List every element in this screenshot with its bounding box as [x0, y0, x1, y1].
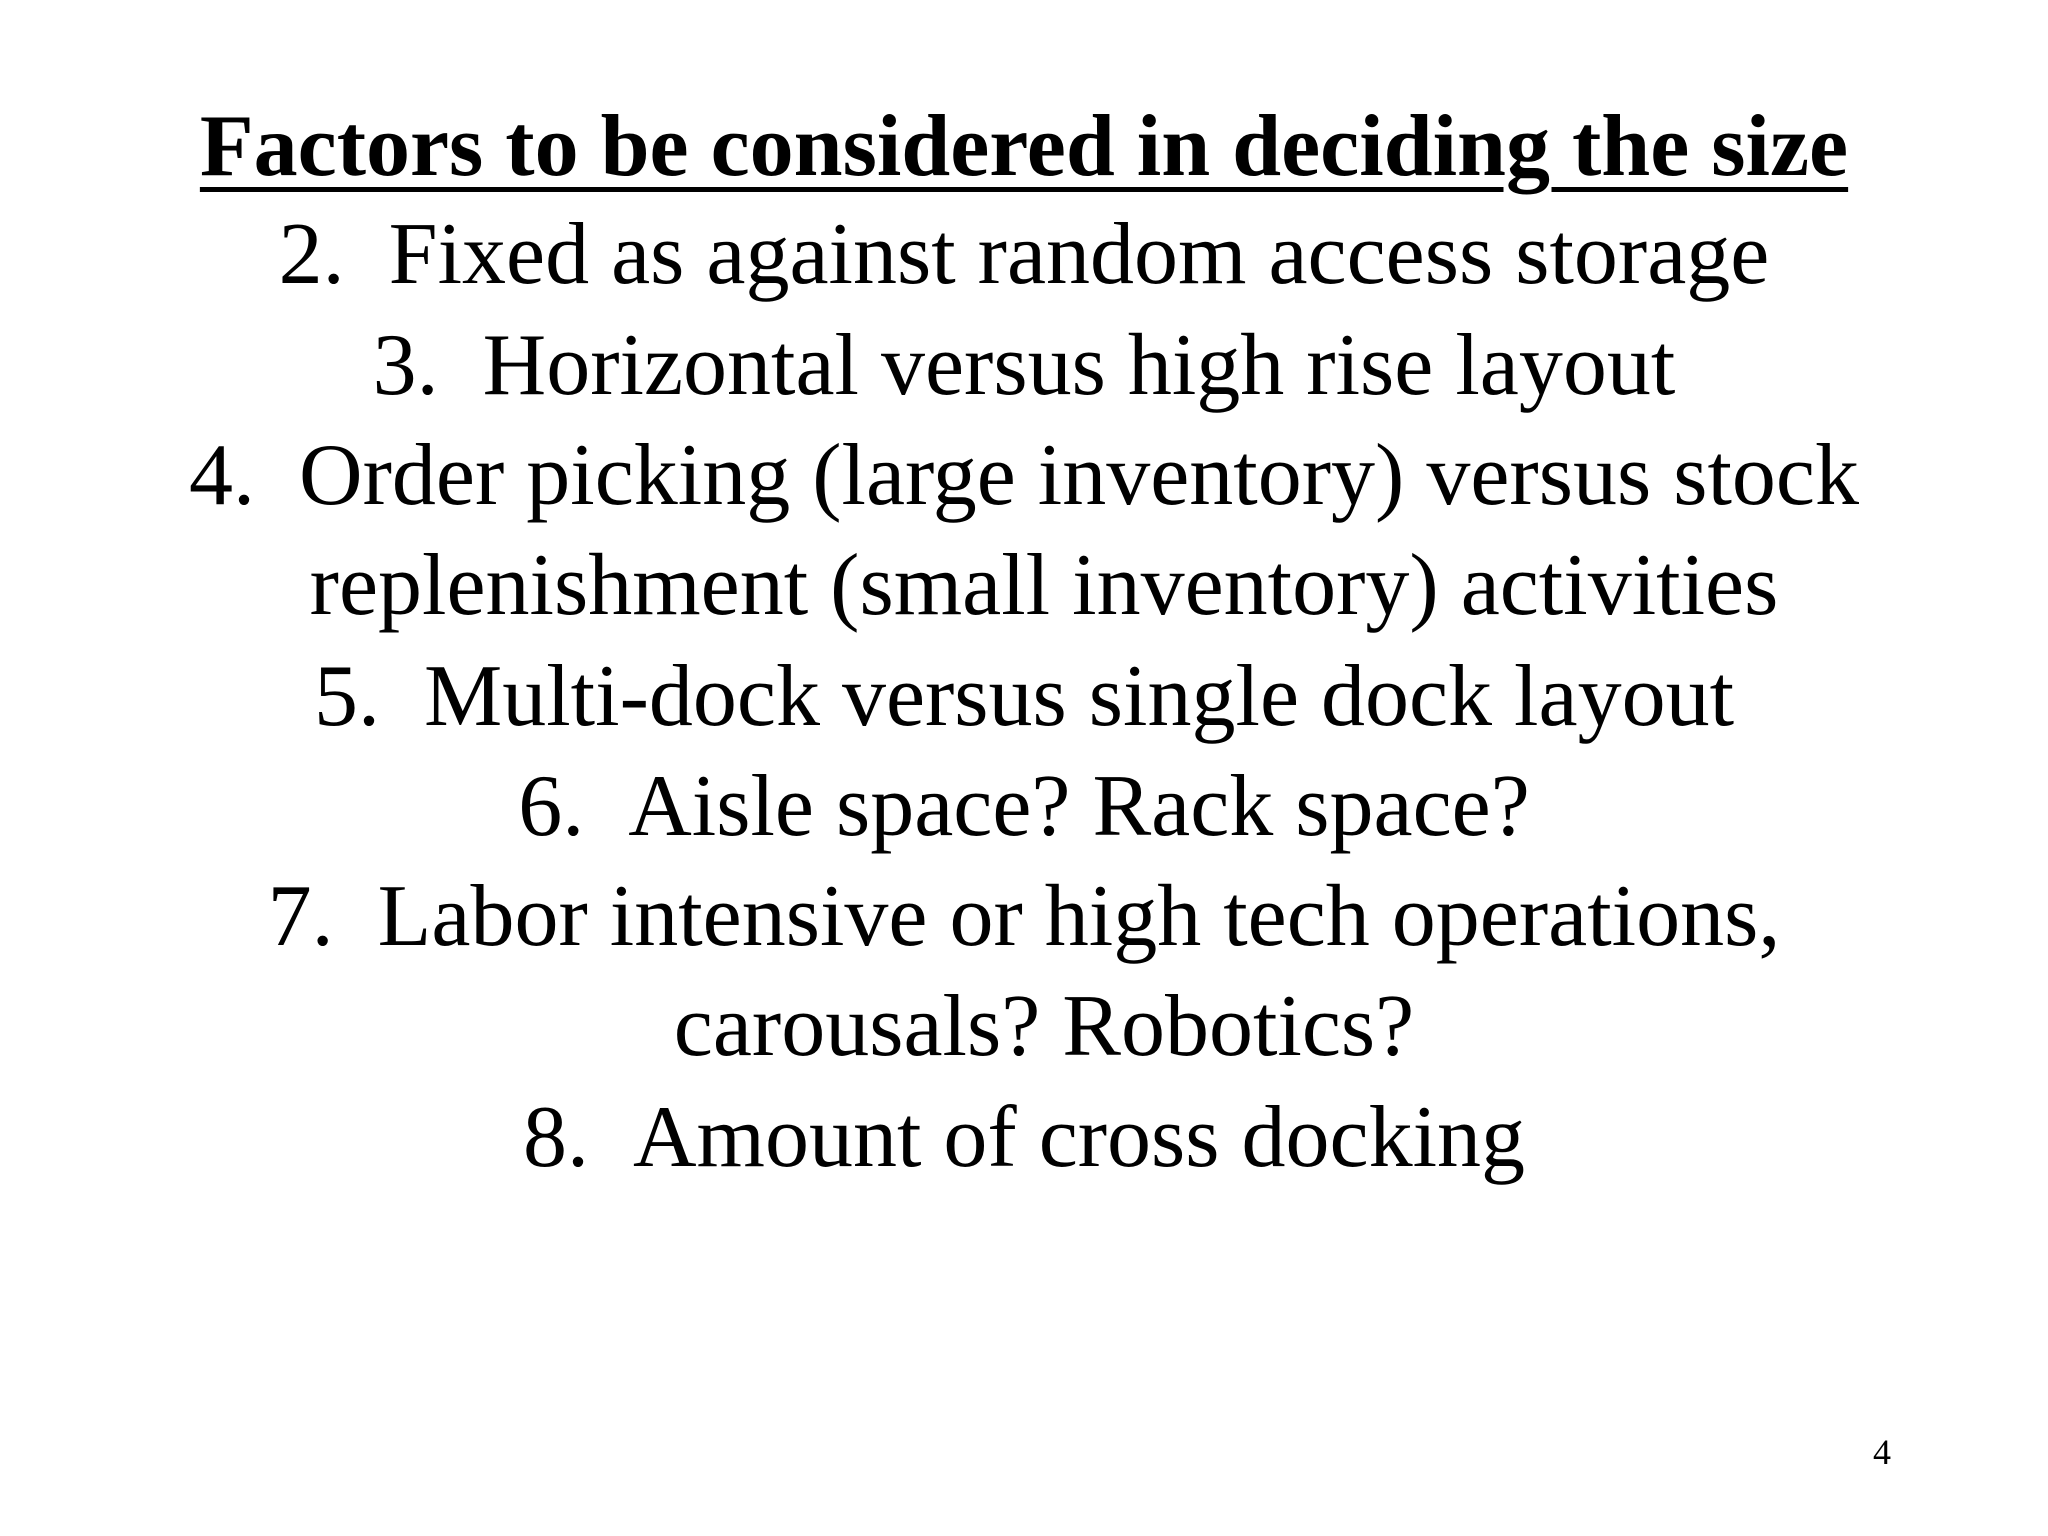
list-item-2 — [0, 200, 2048, 310]
list-item-text: Aisle space? Rack space? — [628, 758, 1530, 855]
list-item-text: Amount of cross docking — [632, 1089, 1526, 1186]
list-item-text: Horizontal versus high rise layout — [482, 317, 1676, 414]
list-item-4-continuation: replenishment (small inventory) activities — [309, 537, 1779, 634]
page-number: 4 — [1873, 1432, 1891, 1472]
list-item-number: 8. — [522, 1089, 589, 1186]
list-item-number: 3. — [372, 317, 439, 414]
list-item-number: 5. — [313, 648, 380, 745]
list-item-7-continuation: carousals? Robotics? — [673, 978, 1415, 1075]
list-item-number: 7. — [267, 868, 334, 965]
list-item-number: 2. — [278, 206, 345, 303]
list-item-6 — [0, 752, 2048, 862]
list-item-number: 6. — [518, 758, 585, 855]
list-item-text: Multi-dock versus single dock layout — [423, 648, 1735, 745]
list-item-text: Order picking (large inventory) versus stock — [299, 427, 1859, 524]
list-item-7 — [0, 862, 2048, 972]
list-item-8 — [0, 1083, 2048, 1193]
list-item-text: Labor intensive or high tech operations, — [377, 868, 1781, 965]
list-item-number: 4. — [189, 427, 256, 524]
list-item-5 — [0, 642, 2048, 752]
list-item-4 — [0, 421, 2048, 531]
slide-title: Factors to be considered in deciding the size — [199, 98, 1849, 195]
list-item-text: Fixed as against random access storage — [388, 206, 1770, 303]
list-item-3 — [0, 311, 2048, 421]
